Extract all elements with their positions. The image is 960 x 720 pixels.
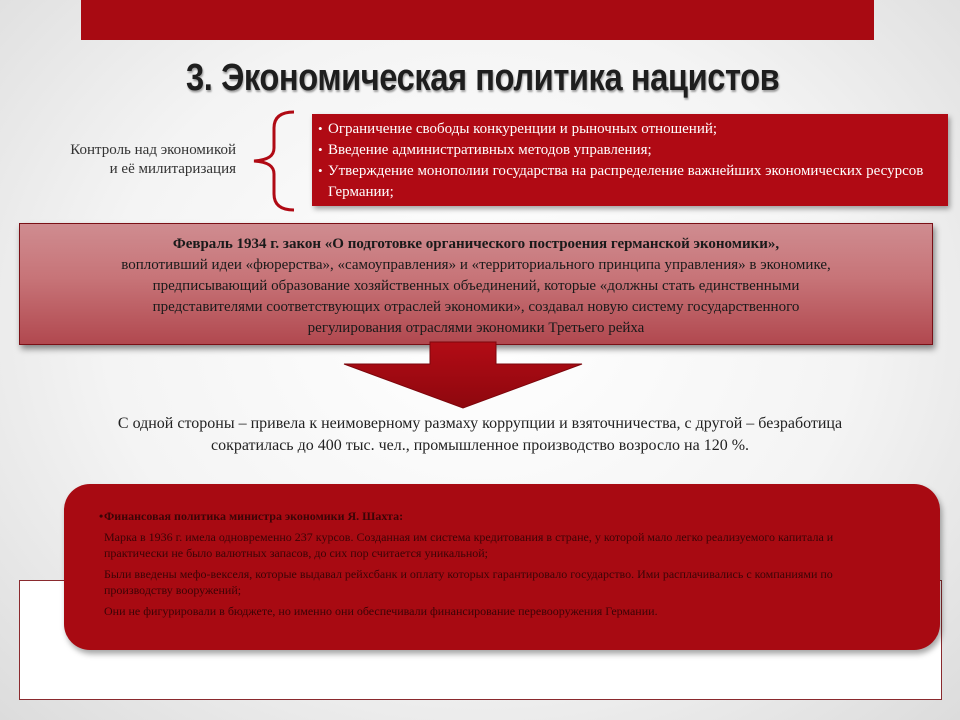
finance-item-2: Были введены мефо-векселя, которые выдавал рейхсбанк и оплату которых гарантировало государство. Ими расплачивались с компаниями по производству вооружений; xyxy=(104,567,833,597)
law-heading: Февраль 1934 г. закон «О подготовке органического построения германской экономики», xyxy=(172,236,780,252)
finance-box xyxy=(64,484,940,650)
finance-item-3: Они не фигурировали в бюджете, но именно они обеспечивали финансирование перевооружения Германии. xyxy=(104,604,658,618)
finance-heading-text: Финансовая политика министра экономики Я. Шахта: xyxy=(104,509,404,523)
page-title: 3. Экономическая политика нацистов xyxy=(186,57,780,99)
control-points-box xyxy=(312,114,948,206)
law-line-3: предписывающий образование хозяйственных объединений, которые «должны стать единственными xyxy=(152,278,800,294)
finance-item-1: Марка в 1936 г. имела одновременно 237 курсов. Созданная им система кредитования в стране, у которой мало легко реализуемого капитала и практически не было валютных запасов, до сих пор считается уникальной; xyxy=(104,530,834,560)
finance-heading xyxy=(99,508,900,524)
law-line-2: воплотивший идеи «фюрерства», «самоуправления» и «территориального принципа управления» в экономике, xyxy=(121,257,831,273)
control-label xyxy=(18,141,236,179)
control-point-2: • Введение административных методов управления; xyxy=(318,140,942,161)
law-line-4: представителями соответствующих отраслей экономики», создавал новую систему государственного xyxy=(152,299,800,315)
down-arrow-icon xyxy=(338,340,588,410)
control-label-line-1: Контроль над экономикой xyxy=(70,142,236,158)
control-points-list xyxy=(318,119,942,203)
curly-brace-icon xyxy=(244,110,298,212)
header-band xyxy=(81,0,874,40)
control-point-3: • Утверждение монополии государства на распределение важнейших экономических ресурсов Германии; xyxy=(318,161,942,203)
bullet-icon: • xyxy=(99,509,104,523)
result-line-1: С одной стороны – привела к неимоверному размаху коррупции и взяточничества, с другой – безработица xyxy=(117,415,843,432)
result-line-2: сократилась до 400 тыс. чел., промышленное производство возросло на 120 %. xyxy=(210,437,750,454)
law-line-5: регулирования отраслями экономики Третьего рейха xyxy=(307,320,645,336)
control-point-1: • Ограничение свободы конкуренции и рыночных отношений; xyxy=(318,119,942,140)
result-text xyxy=(40,413,920,457)
control-label-line-2: и её милитаризация xyxy=(109,161,236,177)
law-box xyxy=(19,223,933,345)
